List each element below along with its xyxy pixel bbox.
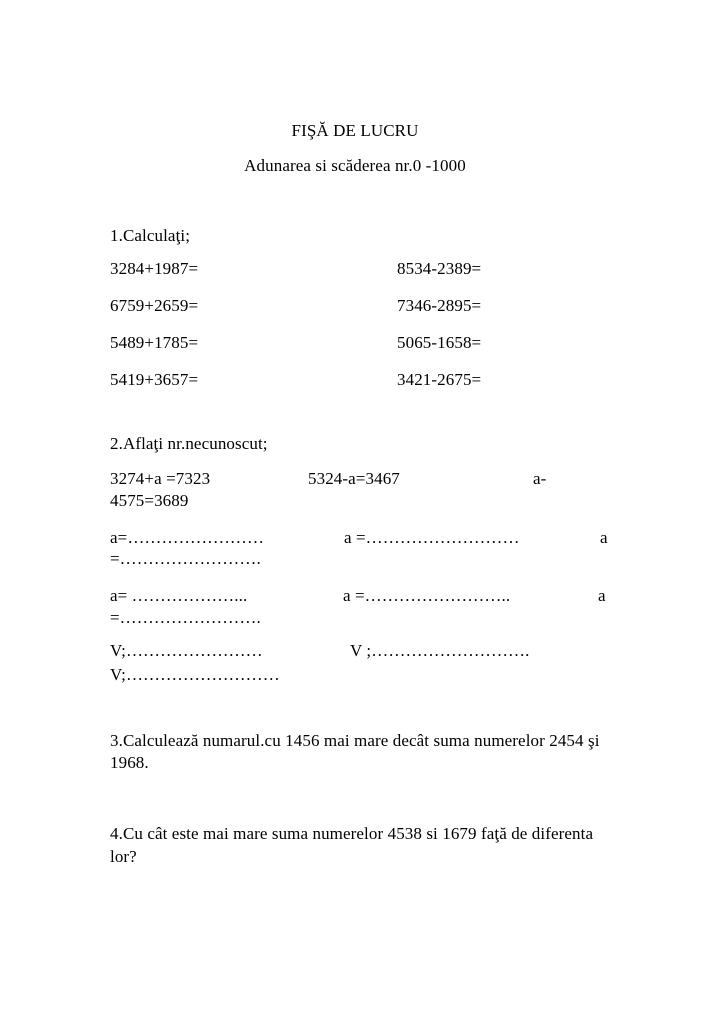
check-line-col2: V ;………………………. bbox=[350, 641, 530, 660]
section3-text-line2: 1968. bbox=[110, 753, 149, 772]
section3-text-line1: 3.Calculează numarul.cu 1456 mai mare decât suma numerelor 2454 şi bbox=[110, 731, 600, 750]
answer-line-1-col2: a =……………………… bbox=[344, 528, 520, 547]
page-subtitle: Adunarea si scăderea nr.0 -1000 bbox=[244, 156, 466, 175]
problem-addition-3: 5489+1785= bbox=[110, 333, 199, 352]
problem-subtraction-3: 5065-1658= bbox=[397, 333, 482, 352]
problem-addition-2: 6759+2659= bbox=[110, 296, 199, 315]
problem-subtraction-1: 8534-2389= bbox=[397, 259, 482, 278]
unknown-equation-3-start: a- bbox=[533, 469, 547, 488]
problem-addition-4: 5419+3657= bbox=[110, 370, 199, 389]
section1-heading: 1.Calculaţi; bbox=[110, 226, 191, 245]
unknown-equation-3-wrap: 4575=3689 bbox=[110, 491, 189, 510]
answer-line-2-col1: a= ………………... bbox=[110, 586, 248, 605]
answer-line-2-col3-start: a bbox=[598, 586, 606, 605]
answer-line-2-wrap: =……………………. bbox=[110, 608, 261, 627]
problem-subtraction-2: 7346-2895= bbox=[397, 296, 482, 315]
unknown-equation-2: 5324-a=3467 bbox=[308, 469, 400, 488]
unknown-equation-1: 3274+a =7323 bbox=[110, 469, 211, 488]
problem-addition-1: 3284+1987= bbox=[110, 259, 199, 278]
section4-text-line2: lor? bbox=[110, 847, 137, 866]
answer-line-1-col1: a=…………………… bbox=[110, 528, 265, 547]
section2-heading: 2.Aflaţi nr.necunoscut; bbox=[110, 434, 268, 453]
check-line-wrap: V;……………………… bbox=[110, 665, 280, 684]
problem-subtraction-4: 3421-2675= bbox=[397, 370, 482, 389]
answer-line-2-col2: a =…………………….. bbox=[343, 586, 511, 605]
section4-text-line1: 4.Cu cât este mai mare suma numerelor 4538 si 1679 faţă de diferenta bbox=[110, 824, 594, 843]
answer-line-1-col3-start: a bbox=[600, 528, 608, 547]
page-title: FIŞĂ DE LUCRU bbox=[291, 121, 419, 140]
answer-line-1-wrap: =……………………. bbox=[110, 549, 261, 568]
check-line-col1: V;…………………… bbox=[110, 641, 263, 660]
